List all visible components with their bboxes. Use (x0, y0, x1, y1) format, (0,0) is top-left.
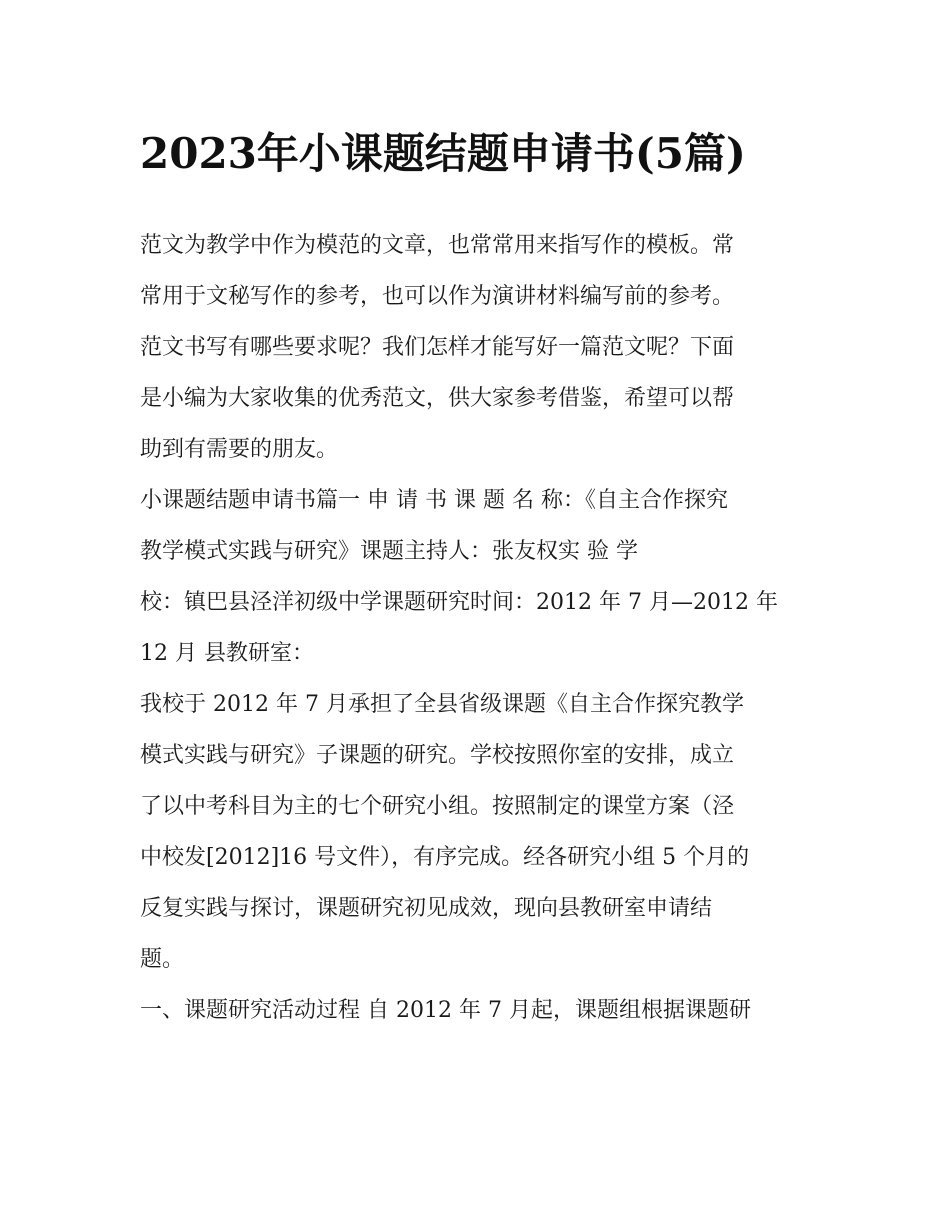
section-heading-line: 一、课题研究活动过程 自 2012 年 7 月起，课题组根据课题研 (140, 998, 751, 1023)
text-line: 助到有需要的朋友。 (140, 437, 339, 462)
text-line: 了以中考科目为主的七个研究小组。按照制定的课堂方案（泾 (140, 794, 735, 819)
text-line: 范文书写有哪些要求呢？我们怎样才能写好一篇范文呢？下面 (140, 335, 735, 360)
section1-header-paragraph (140, 475, 812, 679)
section-heading-paragraph (140, 985, 812, 1036)
document-content (140, 118, 812, 1036)
text-line: 题。 (140, 947, 185, 972)
text-line: 中校发[2012]16 号文件），有序完成。经各研究小组 5 个月的 (140, 845, 750, 870)
text-line: 我校于 2012 年 7 月承担了全县省级课题《自主合作探究教学 (140, 692, 744, 717)
text-line: 是小编为大家收集的优秀范文，供大家参考借鉴，希望可以帮 (140, 386, 735, 411)
text-line: 模式实践与研究》子课题的研究。学校按照你室的安排，成立 (140, 743, 735, 768)
document-title: 2023年小课题结题申请书(5篇) (140, 129, 746, 178)
text-line: 反复实践与探讨，课题研究初见成效，现向县教研室申请结 (140, 896, 713, 921)
text-line: 范文为教学中作为模范的文章，也常常用来指写作的模板。常 (140, 233, 735, 258)
text-line: 12 月 县教研室： (140, 641, 314, 666)
intro-paragraph (140, 220, 812, 475)
body-paragraph (140, 679, 812, 985)
text-line: 常用于文秘写作的参考，也可以作为演讲材料编写前的参考。 (140, 284, 735, 309)
text-line: 校：镇巴县泾洋初级中学课题研究时间：2012 年 7 月—2012 年 (140, 590, 778, 615)
text-line: 小课题结题申请书篇一 申 请 书 课 题 名 称：《自主合作探究 (140, 488, 728, 513)
text-line: 教学模式实践与研究》课题主持人：张友权实 验 学 (140, 539, 638, 564)
